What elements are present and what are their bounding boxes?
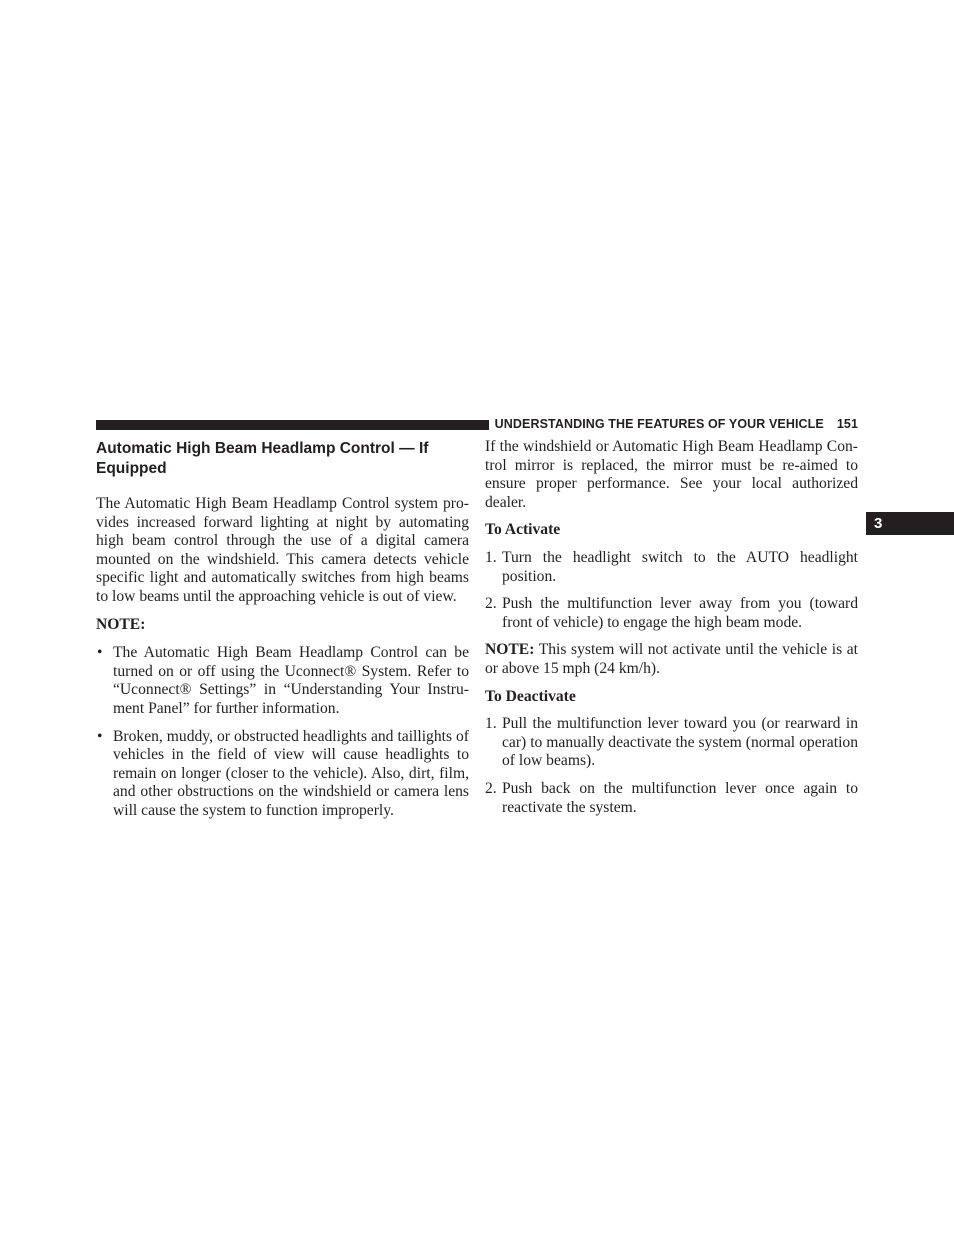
chapter-title: UNDERSTANDING THE FEATURES OF YOUR VEHICLE <box>494 417 824 431</box>
step-number: 1. <box>485 548 497 566</box>
activate-heading: To Activate <box>485 521 561 539</box>
list-item <box>96 644 469 718</box>
bullet-marker: • <box>97 644 103 662</box>
note-bullet-list <box>96 644 469 820</box>
intro-paragraph: The Automatic High Beam Headlamp Control system provides increased forward lighting at night by automating high beam control through the use of a digital camera mounted on the windshield. This camera detects vehicle specific light and automatically switches from high beams to low beams until the approaching vehicle is out of view. <box>96 495 469 605</box>
step-text: Push the multifunction lever away from you (toward front of vehicle) to engage the high beam mode. <box>502 595 858 631</box>
note-label: NOTE: <box>485 641 535 659</box>
header-rule <box>96 420 489 430</box>
running-header <box>494 417 858 431</box>
list-item <box>485 595 858 632</box>
step-number: 1. <box>485 715 497 733</box>
deactivate-steps <box>485 715 858 817</box>
activate-steps <box>485 549 858 632</box>
bullet-text: Broken, muddy, or obstructed headlights and taillights of vehicles in the field of view will cause headlights to remain on longer (closer to the vehicle). Also, dirt, film, and other obstructions on the windshield or camera lens will cause the system to function improperly. <box>113 727 469 819</box>
list-item <box>485 780 858 817</box>
note-label: NOTE: <box>96 615 146 633</box>
step-text: Push back on the multifunction lever once again to reactivate the system. <box>502 779 858 816</box>
list-item <box>96 728 469 821</box>
right-column <box>485 438 858 826</box>
mirror-paragraph: If the windshield or Automatic High Beam Headlamp Control mirror is replaced, the mirror must be re-aimed to ensure proper performance. See your local authorized dealer. <box>485 438 858 511</box>
left-column <box>96 438 469 830</box>
step-text: Turn the headlight switch to the AUTO headlight position. <box>502 548 858 585</box>
step-number: 2. <box>485 779 497 797</box>
bullet-marker: • <box>97 727 103 745</box>
list-item <box>485 549 858 586</box>
page-number: 151 <box>836 417 858 431</box>
bullet-text: The Automatic High Beam Headlamp Control can be turned on or off using the Uconnect® System. Refer to “Uconnect® Settings” in “Understanding Your Instrument Panel” for further information. <box>113 644 469 717</box>
deactivate-heading: To Deactivate <box>485 687 576 705</box>
note-paragraph <box>485 641 858 678</box>
note-text: This system will not activate until the vehicle is at or above 15 mph (24 km/h). <box>485 641 858 677</box>
chapter-tab[interactable]: 3 <box>866 512 954 535</box>
list-item <box>485 715 858 771</box>
section-title: Automatic High Beam Headlamp Control — If Equipped <box>96 440 429 477</box>
step-text: Pull the multifunction lever toward you (or rearward in car) to manually deactivate the system (normal operation of low beams). <box>502 715 858 770</box>
step-number: 2. <box>485 595 497 613</box>
